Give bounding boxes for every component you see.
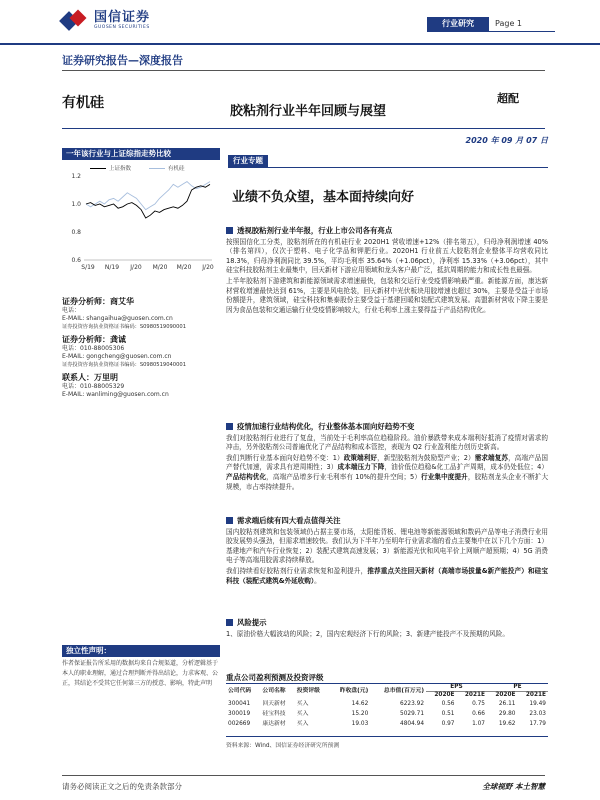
contact-name: 万里明: [94, 373, 118, 382]
section-risk: [226, 618, 548, 640]
paragraph: 上半年胶粘剂下游建筑和新能源领域需求增速最快，包装和交运行业受疫情影响最严重。新能源方面，康达新材营收增速最快达到 61%，主要是风电抢装，回天新材中光伏板块用胶增速也超过 30%，主要是受益于市场份额提升，建筑领域，硅宝科技和集泰股份主要受益于基建回暖和装配式建筑发展。高盟新材营收下降主要是因为食品包装和交通运输行业受疫情影响较大，行业毛利率上涨主要得益于产品结构优化。: [226, 276, 548, 314]
chart-header: 一年该行业与上证综指走势比较: [62, 148, 220, 160]
analyst-cert: 证券投资咨询执业资格证书编码：S0980519040001: [62, 362, 187, 368]
report-date: 2020 年 09 月 07 日: [465, 136, 548, 145]
table-cell: 买入: [296, 721, 309, 727]
table-cell: 19.03: [351, 721, 369, 727]
forecast-table: [226, 684, 548, 729]
column-header: 2021E: [525, 692, 546, 698]
table-cell: 硅宝科技: [262, 711, 286, 717]
analyst-name: 龚诚: [110, 335, 126, 344]
table-cell: 5029.71: [400, 711, 425, 717]
topic-tag: 行业专题: [228, 155, 268, 167]
analyst-role: 证券分析师：: [62, 335, 110, 344]
x-tick-label: S/19: [81, 264, 95, 271]
legend-label: 有机硅: [168, 166, 185, 172]
analyst-name: 商艾华: [110, 297, 134, 306]
paragraph: 按照国信化工分类，胶粘剂所在的有机硅行业 2020H1 营收增速+12%（排名第五），归母净利润增速 40%（排名第四），仅次于塑料、电子化学品和钾肥行业。2020H1 行业前五大胶粘剂企业整体平均营收同比 18.3%，归母净利润同比 39.5%，平均毛利率 35.64%（+1.06pct），净利率 15.33%（+3.06pct），其中硅宝科技胶粘剂主业最集中，回天新材下游应用领域和龙头客户最广泛，抵抗周期的能力和成长性也最强。: [226, 237, 548, 275]
paragraph: 我们对胶粘剂行业进行了复盘，当前处于毛利率高位趋稳阶段。油价暴跌带来成本端利好抵消了疫情对需求的冲击，另外胶粘剂公司普遍优化了产品结构和成本管控，表现为 Q2 行业盈利能力创历史新高。: [226, 433, 548, 452]
top-divider: [427, 31, 555, 32]
section-highlights: [226, 226, 548, 316]
contact-card: [62, 374, 222, 399]
table-cell: 买入: [296, 711, 309, 717]
logo-icon: [62, 10, 88, 30]
paragraph: 国内胶粘剂建筑和包装领域仍占据主要市场，太阳能背板、锂电池等新能源领域和数码产品等电子消费行业用胶发展势头强劲，但需求增速较快。我们认为下半年乃至明年行业需求端的看点主要集中在以下几个方面：1）基建地产和汽车行业恢复；2）装配式建筑高速发展；3）新能源光伏和风电平价上网顺产超预期；4）5G 消费电子等高端用胶需求持续释放。: [226, 527, 548, 565]
paragraph: 1、原油价格大幅波动的风险；2，国内宏观经济下行的风险；3、新建产能投产不及预期的风险。: [226, 629, 509, 638]
eps-group-header: EPS: [426, 684, 487, 692]
column-header: 投资评级: [296, 688, 320, 694]
headline: 业绩不负众望，基本面持续向好: [232, 190, 415, 205]
column-header: 公司名称: [262, 688, 286, 694]
column-header: 公司代码: [228, 688, 252, 694]
table-cell: 19.49: [529, 701, 546, 707]
disclaimer-header: 独立性声明：: [62, 645, 220, 657]
analyst-email[interactable]: shangaihua@guosen.com.cn: [86, 315, 173, 322]
series-line: [86, 182, 210, 210]
section-title: 需求端后续有四大看点值得关注: [237, 516, 341, 525]
analyst-card: [62, 298, 222, 331]
table-cell: 1.07: [472, 721, 485, 727]
contact-email[interactable]: wanliming@guosen.com.cn: [86, 391, 169, 398]
industry-name: 有机硅: [62, 95, 104, 111]
table-cell: 23.03: [529, 711, 546, 717]
table-cell: 0.75: [472, 701, 485, 707]
y-tick-label: 1.2: [71, 173, 81, 180]
left-column: [62, 148, 220, 280]
table-title: 重点公司盈利预测及投资评级: [226, 673, 324, 682]
footer-slogan: 全球视野 本土智慧: [482, 782, 545, 791]
analyst-cert: 证券投资咨询执业资格证书编码：S0980519090001: [62, 324, 187, 330]
report-type: 证券研究报告—深度报告: [62, 54, 183, 67]
table-row: [226, 709, 548, 719]
table-bottom-rule: [226, 736, 548, 737]
email-label: E-MAIL:: [62, 391, 85, 398]
table-cell: 0.97: [441, 721, 455, 727]
section-structure: [226, 422, 548, 493]
y-tick-label: 0.8: [71, 229, 81, 236]
x-tick-label: N/19: [104, 264, 120, 271]
table-cell: 买入: [296, 701, 309, 707]
table-row: [226, 719, 548, 729]
logo-cn: 国信证券: [94, 9, 151, 25]
analyst-role: 证券分析师：: [62, 297, 110, 306]
legend-item: [90, 164, 131, 172]
table-cell: 0.66: [472, 711, 485, 717]
table-header-row: [226, 684, 548, 692]
table-cell: 6223.92: [400, 701, 425, 707]
column-header: 2020E: [434, 692, 455, 698]
table-cell: 0.56: [441, 701, 455, 707]
y-tick-label: 0.6: [71, 257, 81, 264]
chart-plot: [62, 160, 220, 280]
table-cell: 0.51: [441, 711, 455, 717]
paragraph: 我们判断行业基本面向好趋势不变：1）政策端利好，新型胶粘剂为鼓励型产业；2）需求端复苏，高端产品国产替代加速，需求具有逆周期性；3）成本端压力下降，油价低位趋稳&化工品扩产周期，成本仍处低位；4）产品结构优化，高端产品增多行业毛利率有 10%的提升空间；5）行业集中度提升，胶粘剂龙头企业不断扩大规模，市占率持续提升。: [226, 453, 549, 491]
section-title: 透视胶粘剂行业半年报，行业上市公司各有亮点: [237, 226, 393, 235]
table-cell: 17.79: [529, 721, 546, 727]
table-cell: 300019: [228, 711, 251, 717]
logo-en: GUOSEN SECURITIES: [94, 24, 150, 30]
table-cell: 回天新材: [262, 701, 286, 707]
page-number: Page 1: [495, 19, 522, 28]
footer-disclaimer: 请务必阅读正文之后的免责条款部分: [62, 782, 182, 791]
industry-research-tag: 行业研究: [427, 17, 489, 31]
column-header: 2020E: [495, 692, 516, 698]
column-header: 总市值(百万元): [383, 688, 425, 694]
bullet-icon: [226, 517, 233, 524]
main-column: [228, 148, 548, 168]
table-cell: 4804.94: [400, 721, 425, 727]
table-source: 资料来源：Wind、国信证券经济研究所预测: [226, 743, 340, 749]
bullet-icon: [226, 423, 233, 430]
table-row: [226, 699, 548, 709]
contact-role: 联系人：: [62, 373, 94, 382]
disclaimer-text: 作者保证报告所采用的数据均来自合规渠道，分析逻辑基于本人的职业理解，通过合理判断并得出结论，力求客观、公正，其结论不受其它任何第三方的授意、影响，特此声明: [62, 660, 219, 687]
rating: 超配: [497, 92, 519, 105]
table-cell: 15.20: [351, 711, 369, 717]
table-cell: 19.62: [498, 721, 516, 727]
column-header: 2021E: [464, 692, 485, 698]
email-label: E-MAIL:: [62, 353, 85, 360]
header-band: [0, 43, 600, 45]
divider: [62, 70, 545, 71]
table-cell: 26.11: [498, 701, 516, 707]
email-label: E-MAIL:: [62, 315, 85, 322]
bullet-icon: [226, 619, 233, 626]
guosen-logo: [62, 10, 150, 30]
x-tick-label: M/20: [176, 264, 192, 271]
section-title: 风险提示: [237, 618, 267, 627]
y-tick-label: 1.0: [71, 201, 81, 208]
analyst-card: [62, 336, 222, 369]
table-cell: 300041: [228, 701, 251, 707]
section-demand: [226, 516, 548, 587]
trend-chart: [62, 160, 220, 280]
analyst-email[interactable]: gongcheng@guosen.com.cn: [86, 353, 172, 360]
legend-label: 上证指数: [109, 166, 132, 172]
x-tick-label: J/20: [130, 264, 142, 271]
bullet-icon: [226, 227, 233, 234]
chart-legend: [90, 164, 185, 172]
table-cell: 康达新材: [262, 721, 286, 727]
topic-divider: [228, 167, 548, 168]
section-title: 疫情加速行业结构优化，行业整体基本面向好趋势不变: [237, 422, 415, 431]
footer-divider: [62, 775, 545, 776]
table-cell: 002669: [228, 721, 251, 727]
column-header: 昨收盘(元): [339, 688, 369, 694]
contact-phone: 电话：010-88005329: [62, 383, 125, 390]
analyst-phone: 电话：: [62, 307, 81, 314]
legend-item: [149, 164, 185, 172]
x-tick-label: J/20: [202, 264, 214, 271]
header-divider: [62, 128, 545, 129]
table-cell: 29.80: [498, 711, 516, 717]
report-title: 胶粘剂行业半年回顾与展望: [230, 104, 387, 119]
x-tick-label: M/20: [152, 264, 168, 271]
pe-group-header: PE: [487, 684, 548, 692]
analyst-phone: 电话：010-88005306: [62, 345, 125, 352]
paragraph: 我们持续看好胶粘剂行业需求恢复和盈利提升，推荐重点关注回天新材（高端市场拔量&新产能投产）和硅宝科技（装配式建筑&外延收购）。: [226, 566, 549, 585]
table-cell: 14.62: [351, 701, 369, 707]
series-line: [86, 184, 210, 218]
